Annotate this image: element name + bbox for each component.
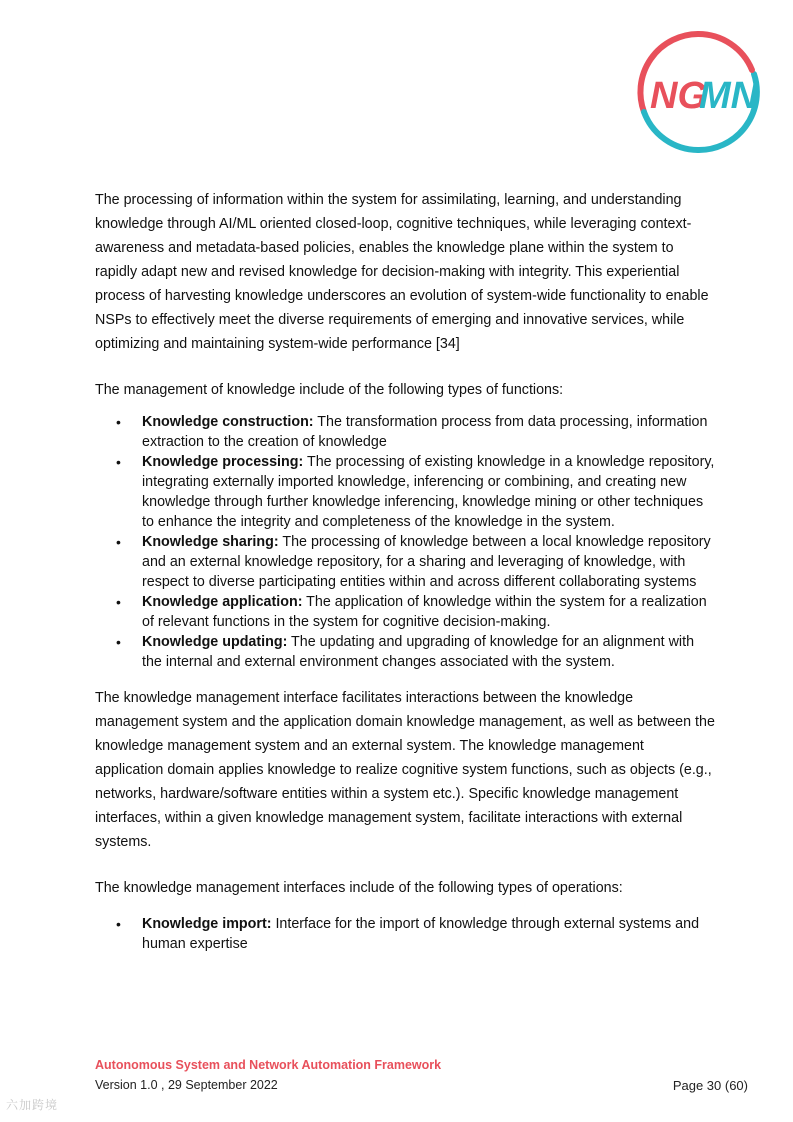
bullet-icon: • — [116, 594, 121, 610]
list-item — [95, 412, 715, 452]
footer-title: Autonomous System and Network Automation Framework — [95, 1058, 442, 1072]
paragraph-operations-intro: The knowledge management interfaces include of the following types of operations: — [95, 880, 623, 896]
list-item — [95, 592, 715, 632]
footer-version: Version 1.0 , 29 September 2022 — [95, 1078, 278, 1092]
paragraph-knowledge-processing: The processing of information within the system for assimilating, learning, and understanding knowledge through AI/ML oriented closed-loop, cognitive techniques, while leveraging context-awareness and metadata-based policies, enables the knowledge plane within the system to rapidly adapt new and revised knowledge for decision-making with integrity. This experiential process of harvesting knowledge underscores an evolution of system-wide functionality to enable NSPs to effectively meet the diverse requirements of emerging and innovative services, while optimizing and maintaining system-wide performance [34] — [95, 192, 709, 352]
bullet-icon: • — [116, 916, 121, 932]
svg-text:MN: MN — [699, 75, 759, 117]
functions-list — [95, 412, 715, 672]
list-item-term: Knowledge import: — [142, 916, 272, 932]
operations-list — [95, 914, 715, 954]
main-content — [95, 188, 715, 954]
bullet-icon: • — [116, 534, 121, 550]
page-number: Page 30 (60) — [672, 1078, 748, 1093]
bullet-icon: • — [116, 454, 121, 470]
list-item-text: Interface for the import of knowledge through external systems and human expertise — [142, 916, 700, 952]
ngmn-logo — [636, 30, 760, 154]
list-item-text: The updating and upgrading of knowledge for an alignment with the internal and external environment changes associated with the system. — [142, 634, 695, 670]
list-item — [95, 914, 715, 954]
list-item-term: Knowledge processing: — [142, 454, 304, 470]
list-item-term: Knowledge updating: — [142, 634, 288, 650]
list-item-term: Knowledge sharing: — [142, 534, 279, 550]
watermark: 六加跨境 — [6, 1098, 59, 1112]
paragraph-functions-intro: The management of knowledge include of the following types of functions: — [95, 382, 564, 398]
list-item-text: The transformation process from data processing, information extraction to the creation of knowledge — [142, 414, 708, 450]
list-item-term: Knowledge construction: — [142, 414, 314, 430]
list-item — [95, 632, 715, 672]
list-item — [95, 452, 715, 532]
list-item-term: Knowledge application: — [142, 594, 303, 610]
list-item-text: The application of knowledge within the system for a realization of relevant functions in the system for cognitive decision-making. — [142, 594, 707, 630]
list-item — [95, 532, 715, 592]
bullet-icon: • — [116, 634, 121, 650]
svg-text:NG: NG — [650, 75, 707, 117]
bullet-icon: • — [116, 414, 121, 430]
list-item-text: The processing of existing knowledge in a knowledge repository, integrating externally imported knowledge, inferencing or combining, and creating new knowledge through further knowledge inferencing, knowledge mining or other techniques to enhance the integrity and completeness of the knowledge in the system. — [142, 454, 715, 530]
paragraph-interface: The knowledge management interface facilitates interactions between the knowledge management system and the application domain knowledge management, as well as between the knowledge management system and an external system. The knowledge management application domain applies knowledge to realize cognitive system functions, such as objects (e.g., networks, hardware/software entities within a system etc.). Specific knowledge management interfaces, within a given knowledge management system, facilitate interactions with external systems. — [95, 690, 715, 850]
list-item-text: The processing of knowledge between a local knowledge repository and an external knowledge repository, for a sharing and leveraging of knowledge, with respect to diverse participating entities within and across different collaborating systems — [142, 534, 711, 590]
